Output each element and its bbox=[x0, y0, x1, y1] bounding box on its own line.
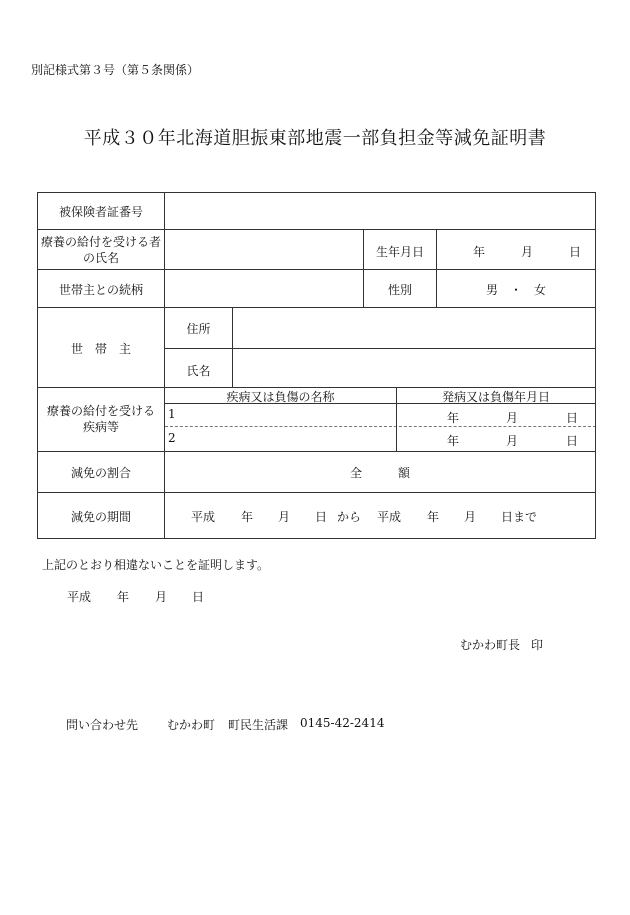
householder-name-label: 氏名 bbox=[186, 364, 211, 378]
contact-phone: 0145-42-2414 bbox=[300, 716, 385, 730]
recipient-name-field[interactable] bbox=[166, 231, 362, 268]
illness-row-number: 1 bbox=[168, 407, 176, 421]
seal-mark: 印 bbox=[531, 638, 544, 652]
reduction-rate-label: 減免の割合 bbox=[70, 466, 131, 480]
period-until: 日まで bbox=[501, 510, 538, 524]
period-year-start: 年 bbox=[241, 510, 254, 524]
reduction-period-label: 減免の期間 bbox=[70, 510, 131, 524]
period-from: から bbox=[337, 510, 362, 524]
onset-year: 年 bbox=[447, 411, 460, 425]
illness-row-number: 2 bbox=[168, 431, 176, 445]
period-year-end: 年 bbox=[427, 510, 440, 524]
birthdate-day: 日 bbox=[569, 245, 582, 259]
date-month: 月 bbox=[155, 590, 168, 604]
gender-label: 性別 bbox=[387, 283, 412, 297]
illness-name-field[interactable] bbox=[180, 428, 394, 450]
contact-dept: 町民生活課 bbox=[228, 718, 289, 732]
relation-field[interactable] bbox=[166, 271, 362, 306]
insured-number-field[interactable] bbox=[166, 194, 594, 228]
period-era-end: 平成 bbox=[377, 510, 402, 524]
birthdate-year: 年 bbox=[473, 245, 486, 259]
date-era: 平成 bbox=[67, 590, 92, 604]
recipient-name-label: 療養の給付を受ける者 の氏名 bbox=[40, 235, 161, 265]
certification-statement: 上記のとおり相違ないことを証明します。 bbox=[42, 558, 270, 572]
form-reference: 別記様式第３号（第５条関係） bbox=[31, 63, 200, 77]
period-day-start: 日 bbox=[315, 510, 328, 524]
birthdate-label: 生年月日 bbox=[375, 245, 424, 259]
onset-month: 月 bbox=[506, 434, 519, 448]
contact-label: 問い合わせ先 bbox=[66, 718, 139, 732]
signatory: むかわ町長 bbox=[460, 638, 521, 652]
insured-number-label: 被保険者証番号 bbox=[58, 205, 143, 219]
date-day: 日 bbox=[192, 590, 205, 604]
date-year: 年 bbox=[117, 590, 130, 604]
contact-org: むかわ町 bbox=[167, 718, 216, 732]
reduction-rate-value: 全 額 bbox=[349, 466, 410, 480]
address-field[interactable] bbox=[234, 309, 594, 347]
onset-year: 年 bbox=[447, 434, 460, 448]
householder-label: 世 帯 主 bbox=[70, 342, 131, 356]
period-month-end: 月 bbox=[464, 510, 477, 524]
illness-label: 療養の給付を受ける 疾病等 bbox=[46, 404, 155, 434]
householder-name-field[interactable] bbox=[234, 350, 594, 386]
address-label: 住所 bbox=[186, 322, 211, 336]
birthdate-month: 月 bbox=[521, 245, 534, 259]
onset-month: 月 bbox=[506, 411, 519, 425]
period-era-start: 平成 bbox=[191, 510, 216, 524]
illness-name-field[interactable] bbox=[180, 405, 394, 425]
onset-date-header: 発病又は負傷年月日 bbox=[441, 390, 550, 404]
period-month-start: 月 bbox=[278, 510, 291, 524]
document-title: 平成３０年北海道胆振東部地震一部負担金等減免証明書 bbox=[83, 128, 547, 149]
illness-name-header: 疾病又は負傷の名称 bbox=[226, 390, 335, 404]
relation-label: 世帯主との続柄 bbox=[58, 283, 143, 297]
onset-day: 日 bbox=[566, 434, 579, 448]
gender-options: 男 ・ 女 bbox=[485, 283, 546, 297]
onset-day: 日 bbox=[566, 411, 579, 425]
